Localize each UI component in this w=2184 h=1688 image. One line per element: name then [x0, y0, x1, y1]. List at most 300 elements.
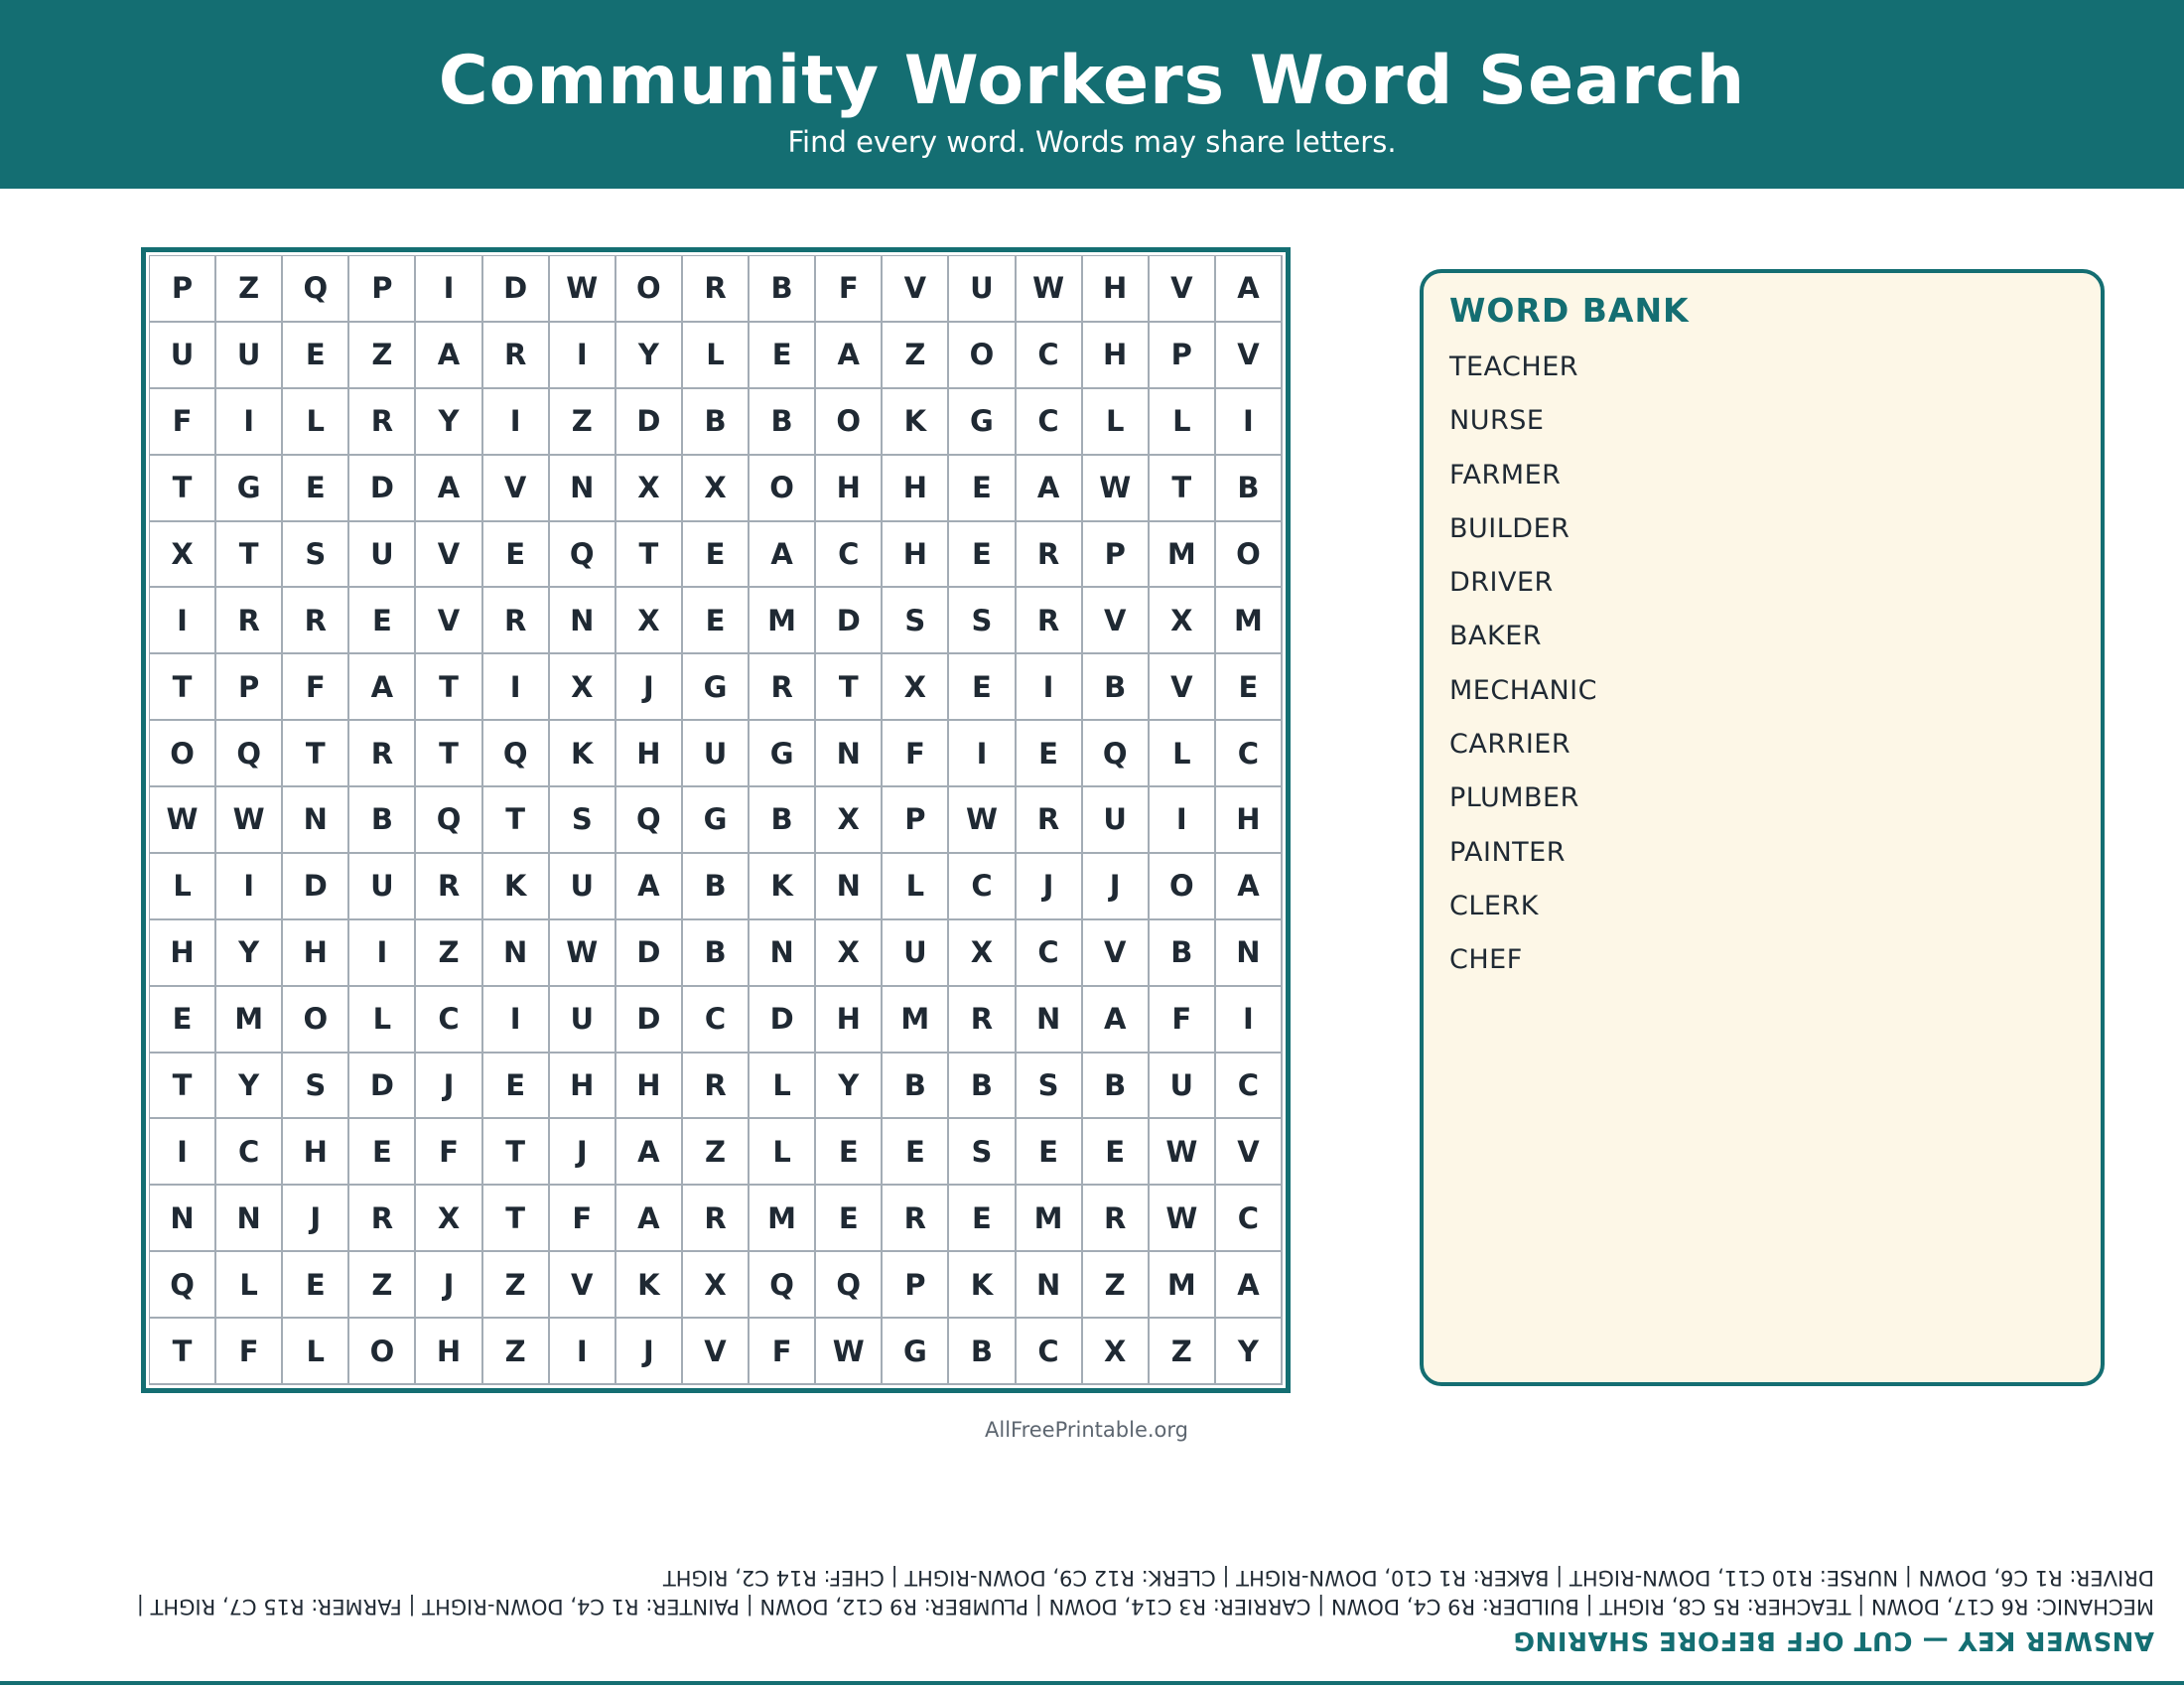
grid-cell[interactable]: O [150, 721, 216, 787]
grid-cell[interactable]: Q [816, 1252, 883, 1319]
grid-cell[interactable]: W [1150, 1119, 1216, 1186]
grid-cell[interactable]: I [216, 854, 283, 920]
grid-cell[interactable]: N [1017, 987, 1083, 1054]
grid-cell[interactable]: F [416, 1119, 482, 1186]
grid-cell[interactable]: E [283, 456, 349, 522]
grid-cell[interactable]: B [349, 787, 416, 854]
grid-cell[interactable]: T [416, 654, 482, 721]
grid-cell[interactable]: D [483, 256, 550, 323]
grid-cell[interactable]: Q [1083, 721, 1150, 787]
grid-cell[interactable]: Z [483, 1319, 550, 1385]
grid-cell[interactable]: O [283, 987, 349, 1054]
grid-cell[interactable]: X [416, 1186, 482, 1252]
grid-cell[interactable]: A [1216, 854, 1283, 920]
grid-cell[interactable]: X [883, 654, 949, 721]
grid-cell[interactable]: D [616, 987, 683, 1054]
grid-cell[interactable]: K [616, 1252, 683, 1319]
grid-cell[interactable]: X [150, 522, 216, 589]
grid-cell[interactable]: T [416, 721, 482, 787]
page-title: Community Workers Word Search [438, 42, 1746, 120]
grid-cell[interactable]: N [1216, 920, 1283, 987]
grid-cell[interactable]: X [616, 456, 683, 522]
grid-cell[interactable]: W [816, 1319, 883, 1385]
grid-cell[interactable]: L [1150, 389, 1216, 456]
grid-cell[interactable]: U [683, 721, 750, 787]
grid-cell[interactable]: Z [416, 920, 482, 987]
grid-cell[interactable]: R [883, 1186, 949, 1252]
grid-cell[interactable]: I [550, 1319, 616, 1385]
grid-cell[interactable]: K [949, 1252, 1016, 1319]
word-bank-item: DRIVER [1449, 567, 1554, 599]
grid-cell[interactable]: T [150, 456, 216, 522]
grid-cell[interactable]: X [1083, 1319, 1150, 1385]
grid-cell[interactable]: E [750, 323, 816, 389]
grid-cell[interactable]: Q [283, 256, 349, 323]
grid-cell[interactable]: G [683, 787, 750, 854]
grid-cell[interactable]: H [283, 1119, 349, 1186]
grid-cell[interactable]: F [216, 1319, 283, 1385]
grid-cell[interactable]: R [349, 389, 416, 456]
grid-cell[interactable]: P [150, 256, 216, 323]
grid-cell[interactable]: V [1083, 588, 1150, 654]
grid-cell[interactable]: W [216, 787, 283, 854]
grid-cell[interactable]: T [483, 1186, 550, 1252]
grid-cell[interactable]: R [750, 654, 816, 721]
grid-cell[interactable]: W [550, 920, 616, 987]
grid-cell[interactable]: E [283, 323, 349, 389]
grid-cell[interactable]: Q [483, 721, 550, 787]
grid-cell[interactable]: E [349, 1119, 416, 1186]
grid-cell[interactable]: Y [1216, 1319, 1283, 1385]
grid-cell[interactable]: J [416, 1252, 482, 1319]
grid-cell[interactable]: J [550, 1119, 616, 1186]
grid-cell[interactable]: A [1083, 987, 1150, 1054]
grid-cell[interactable]: E [1216, 654, 1283, 721]
grid-cell[interactable]: A [616, 1119, 683, 1186]
grid-cell[interactable]: U [949, 256, 1016, 323]
grid-cell[interactable]: O [816, 389, 883, 456]
grid-cell[interactable]: F [750, 1319, 816, 1385]
grid-cell[interactable]: K [750, 854, 816, 920]
grid-cell[interactable]: Z [883, 323, 949, 389]
grid-cell[interactable]: O [1216, 522, 1283, 589]
grid-cell[interactable]: N [550, 588, 616, 654]
grid-cell[interactable]: D [750, 987, 816, 1054]
grid-cell[interactable]: Y [616, 323, 683, 389]
grid-cell[interactable]: C [1216, 1054, 1283, 1120]
grid-cell[interactable]: M [750, 1186, 816, 1252]
grid-cell[interactable]: B [683, 854, 750, 920]
grid-cell[interactable]: E [483, 522, 550, 589]
grid-cell[interactable]: B [949, 1054, 1016, 1120]
grid-cell[interactable]: G [683, 654, 750, 721]
grid-cell[interactable]: W [1017, 256, 1083, 323]
grid-cell[interactable]: E [1017, 1119, 1083, 1186]
grid-cell[interactable]: N [1017, 1252, 1083, 1319]
grid-cell[interactable]: L [349, 987, 416, 1054]
grid-cell[interactable]: A [349, 654, 416, 721]
word-bank-item: BUILDER [1449, 512, 1570, 544]
grid-cell[interactable]: Y [816, 1054, 883, 1120]
grid-cell[interactable]: C [1017, 1319, 1083, 1385]
grid-cell[interactable]: V [416, 588, 482, 654]
grid-cell[interactable]: R [1017, 588, 1083, 654]
grid-cell[interactable]: S [883, 588, 949, 654]
grid-cell[interactable]: I [483, 987, 550, 1054]
grid-cell[interactable]: B [1083, 1054, 1150, 1120]
grid-cell[interactable]: Z [683, 1119, 750, 1186]
grid-cell[interactable]: B [1216, 456, 1283, 522]
grid-cell[interactable]: Y [216, 1054, 283, 1120]
grid-cell[interactable]: X [683, 1252, 750, 1319]
grid-cell[interactable]: R [216, 588, 283, 654]
grid-cell[interactable]: H [283, 920, 349, 987]
grid-cell[interactable]: H [883, 522, 949, 589]
grid-cell[interactable]: H [1216, 787, 1283, 854]
grid-cell[interactable]: Z [216, 256, 283, 323]
grid-cell[interactable]: S [550, 787, 616, 854]
grid-cell[interactable]: A [1216, 1252, 1283, 1319]
grid-cell[interactable]: H [416, 1319, 482, 1385]
grid-cell[interactable]: L [683, 323, 750, 389]
grid-cell[interactable]: B [1083, 654, 1150, 721]
grid-cell[interactable]: V [550, 1252, 616, 1319]
grid-cell[interactable]: A [816, 323, 883, 389]
grid-cell[interactable]: E [816, 1186, 883, 1252]
grid-cell[interactable]: V [883, 256, 949, 323]
grid-cell[interactable]: Q [150, 1252, 216, 1319]
grid-cell[interactable]: D [283, 854, 349, 920]
grid-cell[interactable]: I [416, 256, 482, 323]
grid-cell[interactable]: R [349, 1186, 416, 1252]
grid-cell[interactable]: C [949, 854, 1016, 920]
grid-cell[interactable]: R [1083, 1186, 1150, 1252]
grid-cell[interactable]: O [949, 323, 1016, 389]
grid-cell[interactable]: A [616, 854, 683, 920]
grid-cell[interactable]: I [1216, 389, 1283, 456]
grid-cell[interactable]: A [416, 323, 482, 389]
grid-cell[interactable]: L [283, 1319, 349, 1385]
grid-cell[interactable]: V [416, 522, 482, 589]
grid-cell[interactable]: M [883, 987, 949, 1054]
grid-cell[interactable]: F [1150, 987, 1216, 1054]
grid-cell[interactable]: N [216, 1186, 283, 1252]
grid-cell[interactable]: B [949, 1319, 1016, 1385]
grid-cell[interactable]: R [483, 588, 550, 654]
grid-cell[interactable]: C [1017, 323, 1083, 389]
grid-cell[interactable]: I [349, 920, 416, 987]
grid-cell[interactable]: L [150, 854, 216, 920]
grid-cell[interactable]: R [349, 721, 416, 787]
grid-cell[interactable]: C [1017, 920, 1083, 987]
grid-cell[interactable]: K [883, 389, 949, 456]
grid-cell[interactable]: C [216, 1119, 283, 1186]
grid-cell[interactable]: N [550, 456, 616, 522]
grid-cell[interactable]: D [616, 920, 683, 987]
grid-cell[interactable]: J [1017, 854, 1083, 920]
grid-cell[interactable]: N [150, 1186, 216, 1252]
grid-cell[interactable]: X [1150, 588, 1216, 654]
grid-cell[interactable]: U [216, 323, 283, 389]
grid-cell[interactable]: E [1083, 1119, 1150, 1186]
grid-cell[interactable]: I [550, 323, 616, 389]
grid-cell[interactable]: D [349, 1054, 416, 1120]
grid-cell[interactable]: M [1017, 1186, 1083, 1252]
grid-cell[interactable]: Z [1150, 1319, 1216, 1385]
word-bank-item: MECHANIC [1449, 674, 1597, 706]
grid-cell[interactable]: V [1083, 920, 1150, 987]
grid-cell[interactable]: B [750, 787, 816, 854]
grid-cell[interactable]: S [1017, 1054, 1083, 1120]
grid-cell[interactable]: E [150, 987, 216, 1054]
grid-cell[interactable]: C [1017, 389, 1083, 456]
grid-cell[interactable]: B [750, 256, 816, 323]
grid-cell[interactable]: L [883, 854, 949, 920]
grid-cell[interactable]: Q [616, 787, 683, 854]
grid-cell[interactable]: W [949, 787, 1016, 854]
grid-cell[interactable]: W [1150, 1186, 1216, 1252]
grid-cell[interactable]: A [1216, 256, 1283, 323]
grid-cell[interactable]: W [1083, 456, 1150, 522]
grid-cell[interactable]: A [750, 522, 816, 589]
grid-cell[interactable]: U [1083, 787, 1150, 854]
grid-cell[interactable]: A [1017, 456, 1083, 522]
grid-cell[interactable]: V [683, 1319, 750, 1385]
grid-cell[interactable]: M [1150, 522, 1216, 589]
grid-cell[interactable]: E [683, 588, 750, 654]
grid-cell[interactable]: T [150, 654, 216, 721]
grid-cell[interactable]: H [616, 1054, 683, 1120]
grid-cell[interactable]: U [349, 854, 416, 920]
grid-cell[interactable]: I [1216, 987, 1283, 1054]
grid-cell[interactable]: N [750, 920, 816, 987]
grid-cell[interactable]: H [1083, 323, 1150, 389]
grid-cell[interactable]: A [416, 456, 482, 522]
answer-key-line: MECHANIC: R6 C17, DOWN | TEACHER: R5 C8, RIGHT | BUILDER: R9 C4, DOWN | CARRIER: R3 C14, DOWN | PLUMBER: R9 C12, DOWN | PAINTER: R1 C4, DOWN-RIGHT | FARMER: R15 C7, RIGHT | [136, 1595, 2154, 1618]
grid-cell[interactable]: Q [550, 522, 616, 589]
grid-cell[interactable]: J [283, 1186, 349, 1252]
grid-cell[interactable]: X [550, 654, 616, 721]
grid-cell[interactable]: O [616, 256, 683, 323]
grid-cell[interactable]: M [1216, 588, 1283, 654]
grid-cell[interactable]: F [550, 1186, 616, 1252]
grid-cell[interactable]: G [949, 389, 1016, 456]
word-bank-item: NURSE [1449, 405, 1545, 437]
grid-cell[interactable]: I [483, 389, 550, 456]
grid-cell[interactable]: L [1150, 721, 1216, 787]
grid-cell[interactable]: R [1017, 787, 1083, 854]
grid-cell[interactable]: X [949, 920, 1016, 987]
grid-cell[interactable]: M [1150, 1252, 1216, 1319]
grid-cell[interactable]: C [683, 987, 750, 1054]
grid-cell[interactable]: E [483, 1054, 550, 1120]
grid-cell[interactable]: B [750, 389, 816, 456]
grid-cell[interactable]: M [216, 987, 283, 1054]
grid-cell[interactable]: R [416, 854, 482, 920]
grid-cell[interactable]: T [150, 1054, 216, 1120]
grid-cell[interactable]: U [550, 854, 616, 920]
grid-cell[interactable]: D [349, 456, 416, 522]
grid-cell[interactable]: L [1083, 389, 1150, 456]
grid-cell[interactable]: P [216, 654, 283, 721]
grid-cell[interactable]: H [816, 456, 883, 522]
grid-cell[interactable]: T [283, 721, 349, 787]
grid-cell[interactable]: I [150, 1119, 216, 1186]
grid-cell[interactable]: Z [349, 1252, 416, 1319]
grid-cell[interactable]: Q [216, 721, 283, 787]
grid-cell[interactable]: N [816, 854, 883, 920]
grid-cell[interactable]: C [1216, 1186, 1283, 1252]
word-bank-panel [1420, 269, 2105, 1386]
grid-cell[interactable]: G [750, 721, 816, 787]
grid-cell[interactable]: E [283, 1252, 349, 1319]
grid-cell[interactable]: O [750, 456, 816, 522]
grid-cell[interactable]: U [883, 920, 949, 987]
grid-cell[interactable]: E [883, 1119, 949, 1186]
grid-cell[interactable]: E [816, 1119, 883, 1186]
grid-cell[interactable]: B [883, 1054, 949, 1120]
grid-cell[interactable]: I [1150, 787, 1216, 854]
grid-cell[interactable]: T [216, 522, 283, 589]
grid-cell[interactable]: P [1083, 522, 1150, 589]
grid-cell[interactable]: T [150, 1319, 216, 1385]
grid-cell[interactable]: S [949, 1119, 1016, 1186]
word-bank-item: FARMER [1449, 459, 1562, 491]
grid-cell[interactable]: T [1150, 456, 1216, 522]
grid-cell[interactable]: D [616, 389, 683, 456]
answer-key [40, 1555, 2154, 1660]
grid-cell[interactable]: N [483, 920, 550, 987]
grid-cell[interactable]: I [150, 588, 216, 654]
grid-cell[interactable]: T [616, 522, 683, 589]
grid-cell[interactable]: E [949, 654, 1016, 721]
grid-cell[interactable]: J [616, 1319, 683, 1385]
grid-cell[interactable]: H [883, 456, 949, 522]
grid-cell[interactable]: I [1017, 654, 1083, 721]
grid-cell[interactable]: F [816, 256, 883, 323]
grid-cell[interactable]: S [283, 1054, 349, 1120]
grid-cell[interactable]: I [949, 721, 1016, 787]
grid-cell[interactable]: K [483, 854, 550, 920]
grid-cell[interactable]: Q [750, 1252, 816, 1319]
grid-cell[interactable]: X [816, 920, 883, 987]
grid-cell[interactable]: E [1017, 721, 1083, 787]
grid-cell[interactable]: W [550, 256, 616, 323]
grid-cell[interactable]: B [1150, 920, 1216, 987]
grid-cell[interactable]: J [616, 654, 683, 721]
grid-cell[interactable]: R [683, 256, 750, 323]
grid-cell[interactable]: C [816, 522, 883, 589]
grid-cell[interactable]: B [683, 920, 750, 987]
grid-cell[interactable]: Q [416, 787, 482, 854]
grid-cell[interactable]: D [816, 588, 883, 654]
grid-cell[interactable]: T [483, 1119, 550, 1186]
grid-cell[interactable]: E [949, 522, 1016, 589]
grid-cell[interactable]: J [416, 1054, 482, 1120]
grid-cell[interactable]: E [683, 522, 750, 589]
grid-cell[interactable]: M [750, 588, 816, 654]
word-search-grid-frame [141, 247, 1291, 1393]
grid-cell[interactable]: L [283, 389, 349, 456]
grid-cell[interactable]: X [683, 456, 750, 522]
grid-cell[interactable]: N [283, 787, 349, 854]
grid-cell[interactable]: H [150, 920, 216, 987]
grid-cell[interactable]: C [1216, 721, 1283, 787]
grid-cell[interactable]: W [150, 787, 216, 854]
grid-cell[interactable]: J [1083, 854, 1150, 920]
grid-cell[interactable]: C [416, 987, 482, 1054]
grid-cell[interactable]: G [216, 456, 283, 522]
grid-cell[interactable]: V [1150, 654, 1216, 721]
grid-cell[interactable]: U [1150, 1054, 1216, 1120]
grid-cell[interactable]: P [349, 256, 416, 323]
grid-cell[interactable]: I [216, 389, 283, 456]
grid-cell[interactable]: I [483, 654, 550, 721]
grid-cell[interactable]: A [616, 1186, 683, 1252]
grid-cell[interactable]: R [483, 323, 550, 389]
grid-cell[interactable]: V [483, 456, 550, 522]
grid-cell[interactable]: H [1083, 256, 1150, 323]
grid-cell[interactable]: Z [349, 323, 416, 389]
grid-cell[interactable]: F [883, 721, 949, 787]
grid-cell[interactable]: R [949, 987, 1016, 1054]
grid-cell[interactable]: Z [550, 389, 616, 456]
grid-cell[interactable]: L [216, 1252, 283, 1319]
grid-cell[interactable]: E [949, 456, 1016, 522]
grid-cell[interactable]: K [550, 721, 616, 787]
grid-cell[interactable]: B [683, 389, 750, 456]
grid-cell[interactable]: U [550, 987, 616, 1054]
grid-cell[interactable]: R [1017, 522, 1083, 589]
grid-cell[interactable]: S [949, 588, 1016, 654]
grid-cell[interactable]: P [883, 787, 949, 854]
grid-cell[interactable]: V [1216, 323, 1283, 389]
grid-cell[interactable]: F [283, 654, 349, 721]
grid-cell[interactable]: T [816, 654, 883, 721]
grid-cell[interactable]: Z [1083, 1252, 1150, 1319]
grid-cell[interactable]: E [349, 588, 416, 654]
grid-cell[interactable]: S [283, 522, 349, 589]
grid-cell[interactable]: G [883, 1319, 949, 1385]
grid-cell[interactable]: Z [483, 1252, 550, 1319]
grid-cell[interactable]: T [483, 787, 550, 854]
grid-cell[interactable]: V [1150, 256, 1216, 323]
grid-cell[interactable]: F [150, 389, 216, 456]
grid-cell[interactable]: R [283, 588, 349, 654]
grid-cell[interactable]: P [883, 1252, 949, 1319]
grid-cell[interactable]: X [816, 787, 883, 854]
grid-cell[interactable]: Y [216, 920, 283, 987]
grid-cell[interactable]: U [150, 323, 216, 389]
grid-cell[interactable]: N [816, 721, 883, 787]
grid-cell[interactable]: X [616, 588, 683, 654]
grid-cell[interactable]: L [750, 1054, 816, 1120]
grid-cell[interactable]: V [1216, 1119, 1283, 1186]
grid-cell[interactable]: Y [416, 389, 482, 456]
grid-cell[interactable]: H [550, 1054, 616, 1120]
grid-cell[interactable]: O [349, 1319, 416, 1385]
grid-cell[interactable]: H [816, 987, 883, 1054]
grid-cell[interactable]: E [949, 1186, 1016, 1252]
grid-cell[interactable]: P [1150, 323, 1216, 389]
grid-cell[interactable]: O [1150, 854, 1216, 920]
grid-cell[interactable]: U [349, 522, 416, 589]
grid-cell[interactable]: H [616, 721, 683, 787]
grid-cell[interactable]: R [683, 1186, 750, 1252]
credit-text: AllFreePrintable.org [985, 1418, 1188, 1442]
grid-cell[interactable]: R [683, 1054, 750, 1120]
grid-cell[interactable]: L [750, 1119, 816, 1186]
